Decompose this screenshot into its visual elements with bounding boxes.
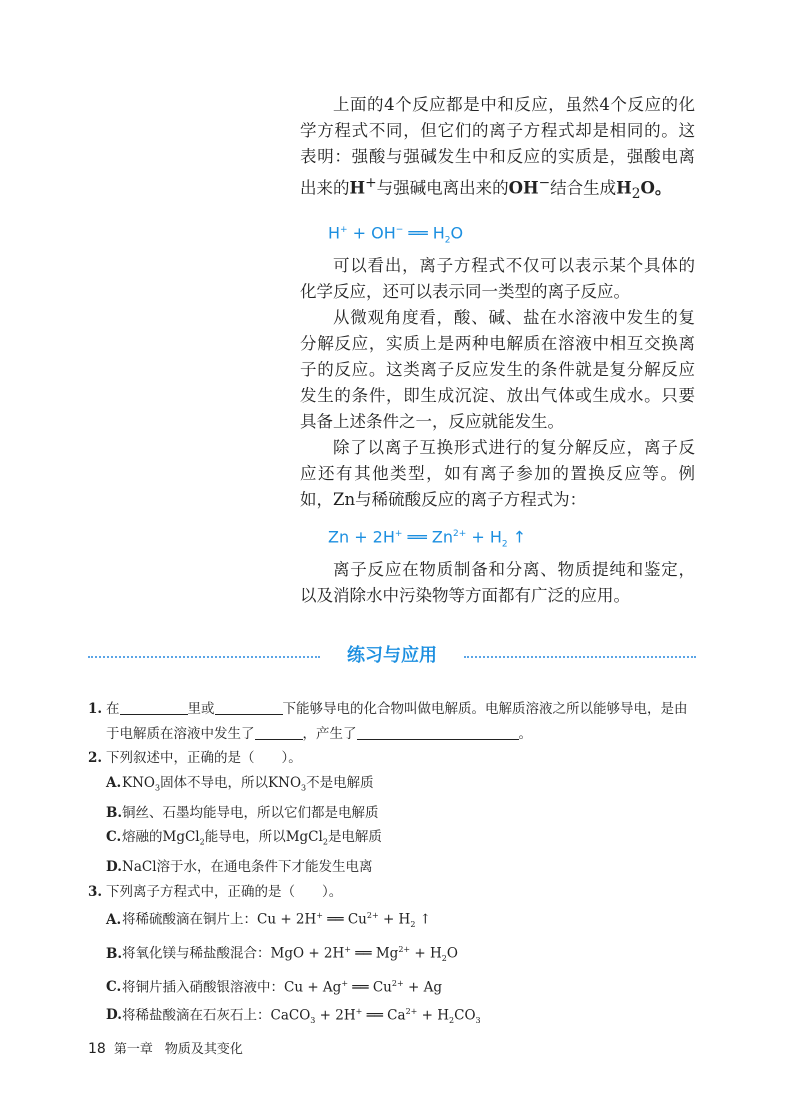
- q3-option-a[interactable]: A.将稀硫酸滴在铜片上：Cu + 2H+ ══ $Cu^{2+} + H_2$ ↑: [106, 911, 432, 930]
- q3-option-d[interactable]: D.将稀盐酸滴在石灰石上：CaCO$_3$ + 2H+ ══ $Ca^{2+} + H_2CO_3$: [106, 1006, 481, 1025]
- q2-option-b[interactable]: B.铜丝、石墨均能导电，所以它们都是电解质: [106, 804, 379, 821]
- dotted-divider-left: [88, 656, 320, 658]
- question-1: 1. 在 里或 下能够导电的化合物叫做电解质。电解质溶液之所以能够导电，是由于电解质在溶液中发生了 ，产生了 。: [88, 701, 688, 742]
- q3-option-b[interactable]: B.将氧化镁与稀盐酸混合：MgO + 2H+ ══ $Mg^{2+} + H_2O$: [106, 945, 458, 964]
- page-number: 18: [88, 1041, 106, 1057]
- blank-3[interactable]: [255, 724, 303, 740]
- equation-zinc: Zn + 2H+ ══ $Zn^{2+} + H_2$ ↑: [328, 527, 527, 550]
- question-3: 3. 下列离子方程式中，正确的是（ ）。: [88, 883, 343, 900]
- paragraph-3: 从微观角度看，酸、碱、盐在水溶液中发生的复分解反应，实质上是两种电解质在溶液中相互交换离子的反应。这类离子反应发生的条件就是复分解反应发生的条件，即生成沉淀、放出气体或生成水。只要具备上述条件之一，反应就能发生。: [300, 307, 695, 431]
- q2-option-c[interactable]: C.熔融的MgCl$_2$能导电，所以MgCl$_2$是电解质: [106, 829, 382, 847]
- q2-option-d[interactable]: D.NaCl溶于水，在通电条件下才能发生电离: [106, 859, 373, 876]
- equation-neutralization: H+ + OH− ══ $H_2O$: [328, 223, 464, 246]
- chapter-title: 物质及其变化: [164, 1042, 243, 1057]
- paragraph-2: 可以看出，离子方程式不仅可以表示某个具体的化学反应，还可以表示同一类型的离子反应。: [300, 255, 695, 301]
- exercises: [88, 697, 696, 1033]
- q2-option-a[interactable]: $A.KNO_3$固体不导电，所以$KNO_3$不是电解质: [106, 774, 374, 793]
- chapter-label: 第一章: [113, 1042, 153, 1057]
- paragraph-5: 离子反应在物质制备和分离、物质提纯和鉴定，以及消除水中污染物等方面都有广泛的应用。: [300, 559, 695, 605]
- blank-1[interactable]: [120, 699, 188, 715]
- main-text: [300, 92, 695, 609]
- dotted-divider-right: [464, 656, 696, 658]
- paragraph-1: 上面的4个反应都是中和反应，虽然4个反应的化学方程式不同，但它们的离子方程式却是相同的。这表明：强酸与强碱发生中和反应的实质是，强酸电离出来的H+与强碱电离出来的OH−结合生成$H_2O$。: [300, 95, 695, 202]
- q3-option-c[interactable]: C.将铜片插入硝酸银溶液中：Cu + Ag+ ══ $Cu^{2+} + Ag$: [106, 978, 442, 996]
- blank-4[interactable]: [357, 724, 519, 740]
- question-2: 2. 下列叙述中，正确的是（ ）。: [88, 750, 302, 766]
- section-title: 练习与应用: [347, 645, 437, 666]
- blank-2[interactable]: [215, 699, 283, 715]
- paragraph-4: 除了以离子互换形式进行的复分解反应，离子反应还有其他类型，如有离子参加的置换反应等。例如，Zn与稀硫酸反应的离子方程式为：: [300, 437, 695, 509]
- page-footer: [88, 1039, 243, 1060]
- section-header: [88, 645, 696, 667]
